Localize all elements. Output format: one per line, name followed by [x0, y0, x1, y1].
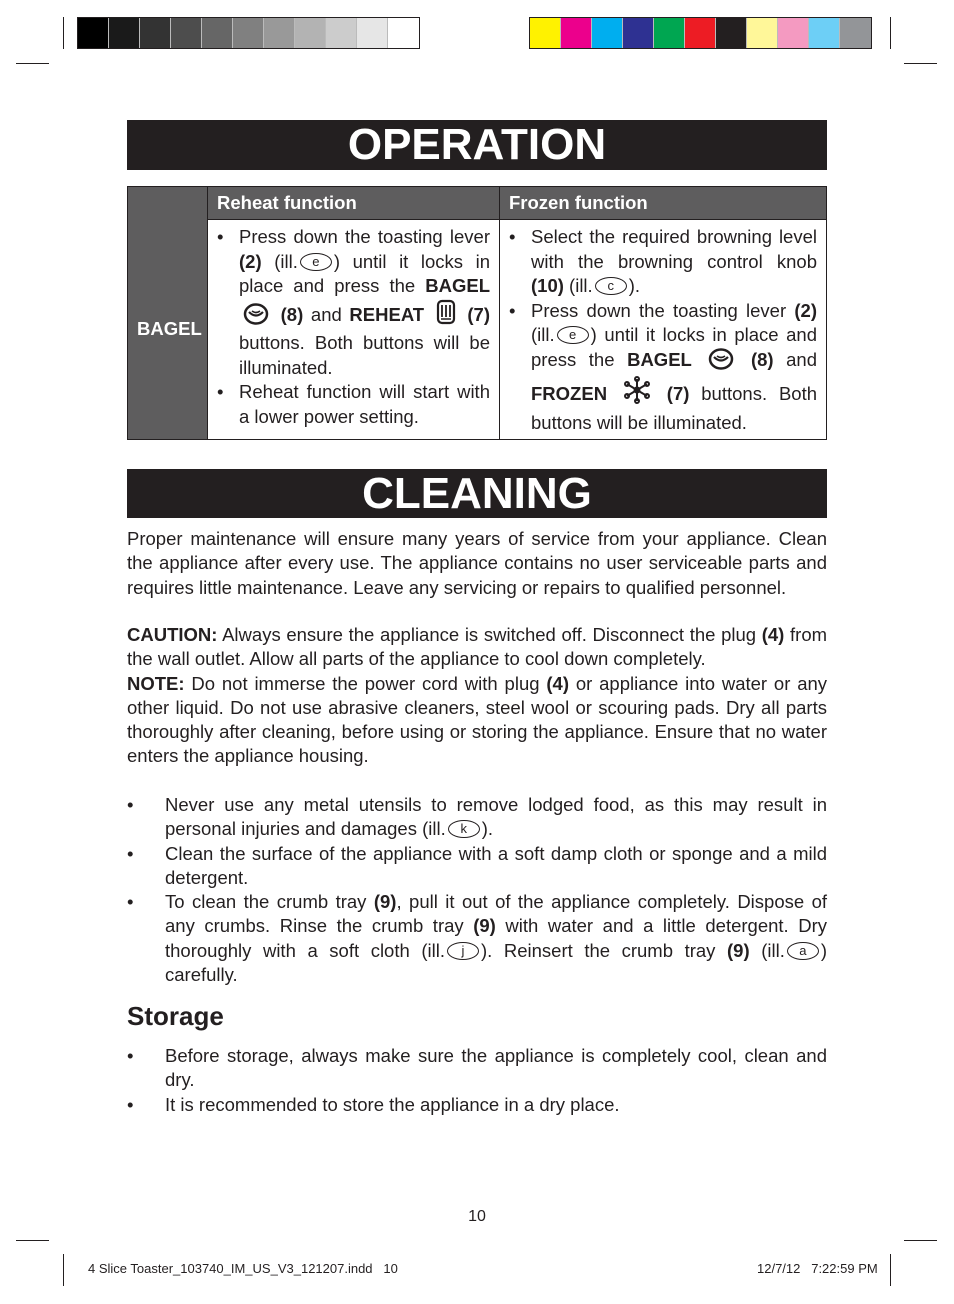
- color-swatch: [561, 18, 592, 48]
- grayscale-color-bar: [77, 17, 420, 49]
- reheat-icon: [436, 299, 456, 332]
- color-swatch: [747, 18, 778, 48]
- color-swatch: [109, 18, 140, 48]
- list-item: • It is recommended to store the appliance in a dry place.: [127, 1093, 827, 1117]
- color-swatch: [171, 18, 202, 48]
- color-swatch: [202, 18, 233, 48]
- cleaning-intro: Proper maintenance will ensure many years of service from your appliance. Clean the appliance after every use. The appliance contains no user serviceable parts and requires little maintenance. Leave any servicing or repairs to qualified personnel.: [127, 528, 827, 598]
- crop-mark: [63, 17, 64, 49]
- row-label-bagel: BAGEL: [128, 220, 208, 440]
- reheat-header: Reheat function: [208, 187, 500, 220]
- frozen-header: Frozen function: [500, 187, 827, 220]
- color-swatch: [295, 18, 326, 48]
- crop-mark: [63, 1254, 64, 1286]
- frozen-bullet-1: • Select the required browning level with the browning control knob (10) (ill. c ).: [509, 225, 817, 299]
- list-item: • Before storage, always make sure the appliance is completely cool, clean and dry.: [127, 1044, 827, 1093]
- list-item: • Never use any metal utensils to remove lodged food, as this may result in personal injuries and damages (ill. k ).: [127, 793, 827, 842]
- color-swatch: [326, 18, 357, 48]
- table-corner: [128, 187, 208, 220]
- bagel-icon: [243, 303, 269, 332]
- crop-mark: [890, 17, 891, 49]
- color-swatch: [840, 18, 871, 48]
- crop-mark: [904, 1240, 937, 1241]
- crop-mark: [16, 1240, 49, 1241]
- storage-list: [127, 1044, 827, 1117]
- cleaning-warnings: [127, 623, 827, 769]
- reheat-cell: [208, 220, 500, 440]
- frozen-cell: [500, 220, 827, 440]
- date-slug: 12/7/12 7:22:59 PM: [757, 1261, 878, 1276]
- ill-j-icon: j: [447, 942, 479, 960]
- file-slug: 4 Slice Toaster_103740_IM_US_V3_121207.indd 10: [88, 1261, 398, 1276]
- reheat-bullet-1: • Press down the toasting lever (2) (ill. e ) until it locks in place and press the BAGEL (8) and REHEAT (7) buttons. Both buttons will be illuminated.: [217, 225, 490, 380]
- frozen-bullet-2: • Press down the toasting lever (2) (ill. e ) until it locks in place and press the BAGEL (8) and FROZEN (7) buttons. Both buttons will be illuminated.: [509, 299, 817, 436]
- color-swatch: [357, 18, 388, 48]
- ill-e-icon: e: [300, 253, 332, 271]
- ill-c-icon: c: [595, 277, 627, 295]
- note-paragraph: NOTE: Do not immerse the power cord with plug (4) or appliance into water or any other liquid. Do not use abrasive cleaners, steel wool or scouring pads. Dry all parts thoroughly after cleaning, before using or storing the appliance. Ensure that no water enters the appliance housing.: [127, 672, 828, 767]
- operation-heading: OPERATION: [127, 120, 827, 170]
- crop-mark: [16, 63, 49, 64]
- color-swatch: [592, 18, 623, 48]
- caution-paragraph: CAUTION: Always ensure the appliance is switched off. Disconnect the plug (4) from the wall outlet. Allow all parts of the appliance to cool down completely.: [127, 624, 828, 670]
- bagel-icon: [708, 348, 734, 377]
- frozen-icon: [623, 376, 651, 411]
- ill-a-icon: a: [787, 942, 819, 960]
- list-item: • Clean the surface of the appliance with a soft damp cloth or sponge and a mild detergent.: [127, 842, 827, 891]
- color-swatch: [78, 18, 109, 48]
- color-swatch: [388, 18, 419, 48]
- color-swatch: [685, 18, 716, 48]
- storage-heading: Storage: [127, 1001, 224, 1031]
- ill-k-icon: k: [448, 820, 480, 838]
- color-swatch: [623, 18, 654, 48]
- color-swatch: [716, 18, 747, 48]
- cleaning-heading: CLEANING: [127, 469, 827, 518]
- process-color-bar: [529, 17, 872, 49]
- color-swatch: [809, 18, 840, 48]
- ill-e-icon: e: [557, 326, 589, 344]
- color-swatch: [233, 18, 264, 48]
- color-swatch: [264, 18, 295, 48]
- color-swatch: [140, 18, 171, 48]
- reheat-bullet-2: • Reheat function will start with a lower power setting.: [217, 380, 490, 429]
- color-swatch: [778, 18, 809, 48]
- color-swatch: [654, 18, 685, 48]
- page-number: 10: [468, 1208, 486, 1225]
- color-swatch: [530, 18, 561, 48]
- operation-table: [127, 186, 827, 440]
- list-item: • To clean the crumb tray (9), pull it out of the appliance completely. Dispose of any crumbs. Rinse the crumb tray (9) with water and a little detergent. Dry thoroughly with a soft cloth (ill. j ). Reinsert the crumb tray (9) (ill. a ) carefully.: [127, 890, 827, 987]
- crop-mark: [890, 1254, 891, 1286]
- crop-mark: [904, 63, 937, 64]
- cleaning-list: [127, 793, 827, 987]
